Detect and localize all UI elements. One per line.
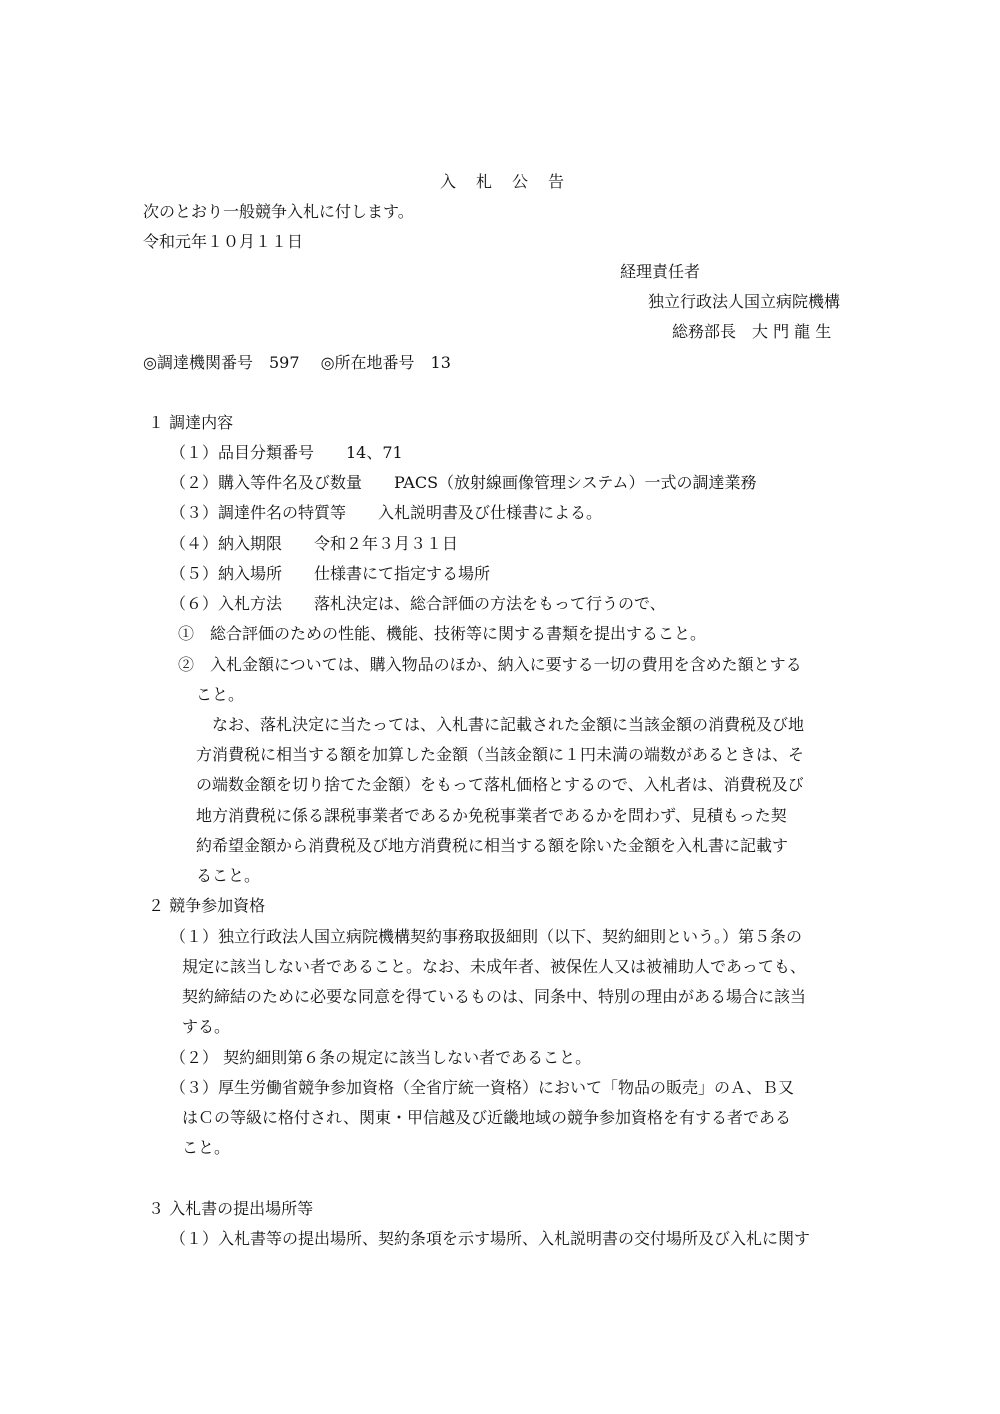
section2-item1-line: する。 bbox=[182, 1017, 231, 1036]
section3-item1: （１）入札書等の提出場所、契約条項を示す場所、入札説明書の交付場所及び入札に関す bbox=[170, 1229, 811, 1248]
section2-item1-line: 規定に該当しない者であること。なお、未成年者、被保佐人又は被補助人であっても、 bbox=[182, 957, 806, 976]
section1-note-line: の端数金額を切り捨てた金額）をもって落札価格とするので、入札者は、消費税及び bbox=[196, 775, 804, 794]
section1-subitem: ② 入札金額については、購入物品のほか、納入に要する一切の費用を含めた額とする bbox=[178, 655, 802, 674]
section2-item2: （２） 契約細則第６条の規定に該当しない者であること。 bbox=[170, 1048, 592, 1067]
issuer-role: 経理責任者 bbox=[620, 262, 701, 281]
section1-heading: １ 調達内容 bbox=[148, 413, 234, 432]
section1-subitem: ① 総合評価のための性能、機能、技術等に関する書類を提出すること。 bbox=[178, 624, 707, 643]
issuer-name: 総務部長 大 門 龍 生 bbox=[672, 322, 832, 341]
section1-item: （１）品目分類番号 14、71 bbox=[170, 443, 403, 462]
section2-item1-line: 契約締結のために必要な同意を得ているものは、同条中、特別の理由がある場合に該当 bbox=[182, 987, 807, 1006]
section1-subitem-cont: こと。 bbox=[196, 685, 245, 704]
section2-item3-line: こと。 bbox=[182, 1138, 231, 1157]
section1-item: （２）購入等件名及び数量 PACS（放射線画像管理システム）一式の調達業務 bbox=[170, 473, 757, 492]
issue-date: 令和元年１０月１１日 bbox=[143, 232, 304, 251]
section2-item3-line: はＣの等級に格付され、関東・甲信越及び近畿地域の競争参加資格を有する者である bbox=[182, 1108, 791, 1127]
section3-heading: ３ 入札書の提出場所等 bbox=[148, 1199, 314, 1218]
section1-note-line: 地方消費税に係る課税事業者であるか免税事業者であるかを問わず、見積もった契 bbox=[196, 806, 787, 825]
document-title: 入 札 公 告 bbox=[440, 172, 567, 191]
issuer-organization: 独立行政法人国立病院機構 bbox=[648, 292, 841, 311]
section1-item: （３）調達件名の特質等 入札説明書及び仕様書による。 bbox=[170, 503, 603, 522]
section2-item3-line: （３）厚生労働省競争参加資格（全省庁統一資格）において「物品の販売」のＡ、Ｂ又 bbox=[170, 1078, 795, 1097]
section1-item: （５）納入場所 仕様書にて指定する場所 bbox=[170, 564, 491, 583]
section1-item: （６）入札方法 落札決定は、総合評価の方法をもって行うので、 bbox=[170, 594, 666, 613]
intro-text: 次のとおり一般競争入札に付します。 bbox=[143, 202, 414, 221]
procurement-codes: ◎調達機関番号 597 ◎所在地番号 13 bbox=[143, 353, 451, 372]
section1-note-line: なお、落札決定に当たっては、入札書に記載された金額に当該金額の消費税及び地 bbox=[196, 715, 805, 734]
section1-note-line: ること。 bbox=[196, 866, 261, 885]
section1-note-line: 約希望金額から消費税及び地方消費税に相当する額を除いた金額を入札書に記載す bbox=[196, 836, 789, 855]
section1-item: （４）納入期限 令和２年３月３１日 bbox=[170, 534, 459, 553]
section2-heading: ２ 競争参加資格 bbox=[148, 896, 266, 915]
section1-note-line: 方消費税に相当する額を加算した金額（当該金額に１円未満の端数があるときは、そ bbox=[196, 745, 805, 764]
section2-item1-line: （１）独立行政法人国立病院機構契約事務取扱細則（以下、契約細則という。）第５条の bbox=[170, 927, 803, 946]
